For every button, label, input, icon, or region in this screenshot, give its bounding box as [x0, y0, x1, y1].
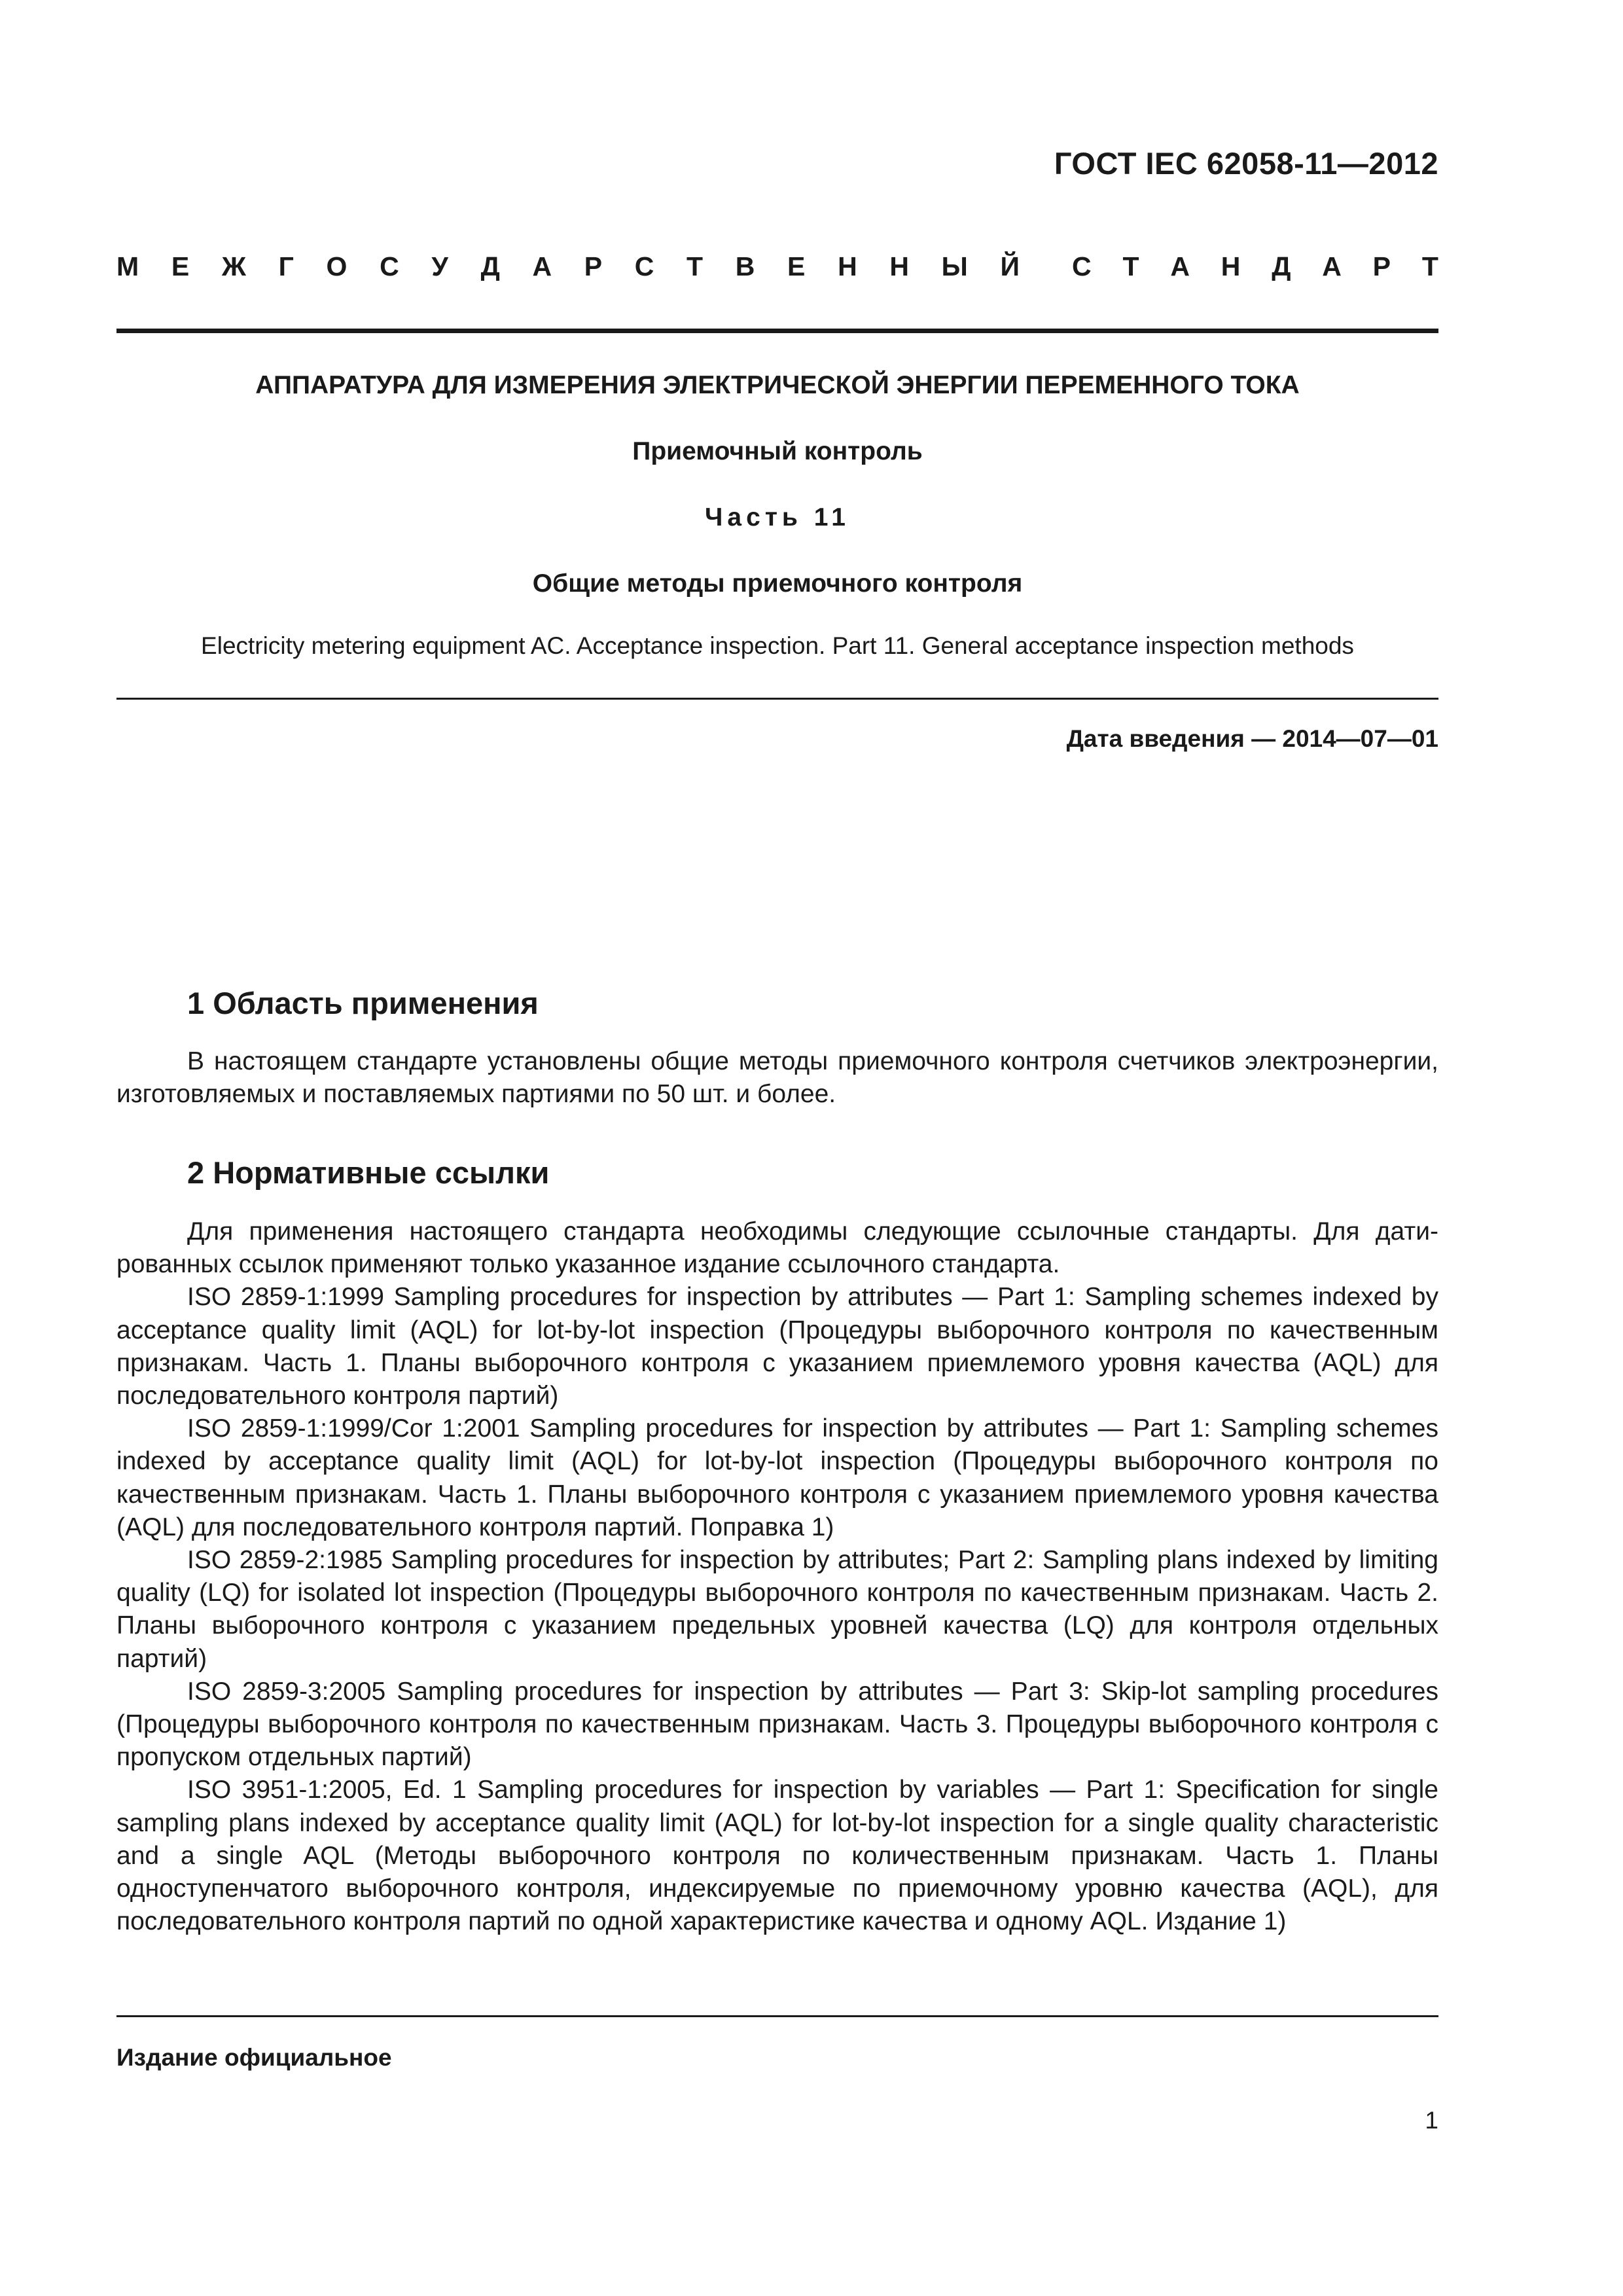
banner-letter: Д: [1272, 251, 1291, 281]
banner-letter: Т: [687, 251, 704, 281]
document-code: ГОСТ IEC 62058-11—2012: [1054, 146, 1438, 181]
banner-letter: С: [1072, 251, 1092, 281]
section-title-normative-references: 2 Нормативные ссылки: [187, 1155, 550, 1190]
reference-item: ISO 3951-1:2005, Ed. 1 Sampling procedures for inspection by variables — Part 1: Specification for single sampling plans indexed by acceptance quality limit (AQL) for lot-by-lot inspection for a single quality characteristic and a single AQL (Методы выборочного контроля по количественным признакам. Часть 1. Планы одноступенчатого выборочного контроля, индексируемые по приемочному уровню качества (AQL), для последовательного контроля партий по одной характеристике качества и одному AQL. Издание 1): [116, 1776, 1438, 1936]
banner-letter: В: [735, 251, 755, 281]
banner-letter: М: [116, 251, 139, 281]
paragraph: Для применения настоящего стандарта необходимы следующие ссылочные стандарты. Для датированных ссылок применяют только указанное издание ссылочного стандарта.: [116, 1217, 1438, 1279]
banner-word-interstate: [116, 251, 1020, 282]
banner-letter: Й: [1000, 251, 1020, 281]
banner-letter: О: [326, 251, 348, 281]
banner-word-standard: [1072, 251, 1438, 282]
edition-label: Издание официальное: [116, 2044, 392, 2071]
banner-letter: А: [532, 251, 552, 281]
banner-letter: Т: [1421, 251, 1438, 281]
banner-letter: Р: [584, 251, 603, 281]
banner-letter: У: [431, 251, 448, 281]
english-title: Electricity metering equipment AC. Acceptance inspection. Part 11. General acceptance inspection methods: [201, 632, 1354, 659]
banner-letter: Е: [171, 251, 190, 281]
banner-letter: Н: [889, 251, 909, 281]
reference-item: ISO 2859-2:1985 Sampling procedures for inspection by attributes; Part 2: Sampling plans indexed by limiting quality (LQ) for isolated lot inspection (Процедуры выборочного контроля по качественным признакам. Часть 2. Планы выборочного контроля с указанием предельных уровней качества (LQ) для контроля отдельных партий): [116, 1546, 1438, 1673]
banner-letter: Н: [838, 251, 857, 281]
banner-letter: Т: [1122, 251, 1139, 281]
document-page: [116, 0, 1438, 2296]
banner-letter: Р: [1372, 251, 1391, 281]
banner-letter: Ж: [221, 251, 246, 281]
reference-item: ISO 2859-1:1999/Cor 1:2001 Sampling procedures for inspection by attributes — Part 1: Sampling schemes indexed by acceptance quality limit (AQL) for lot-by-lot inspection (Процедуры выборочного контроля по качественным признакам. Часть 1. Планы выборочного контроля с указанием приемлемого уровня качества (AQL) для последовательного контроля партий. Поправка 1): [116, 1414, 1438, 1541]
banner-letter: Н: [1221, 251, 1241, 281]
reference-item: ISO 2859-3:2005 Sampling procedures for inspection by attributes — Part 3: Skip-lot sampling procedures (Процедуры выборочного контроля по качественным признакам. Часть 3. Процедуры выборочного контроля с пропуском отдельных партий): [116, 1677, 1438, 1772]
page-number: 1: [1425, 2107, 1438, 2134]
document-subtitle: Приемочный контроль: [632, 437, 923, 465]
title-divider: [116, 698, 1438, 700]
section-body-scope: [116, 1045, 1438, 1111]
interstate-standard-banner: [116, 251, 1438, 282]
paragraph: В настоящем стандарте установлены общие методы приемочного контроля счетчиков электроэнергии, изготовляемых и поставляемых партиями по 50 шт. и более.: [116, 1047, 1438, 1109]
document-part: Часть 11: [705, 503, 850, 531]
banner-letter: С: [380, 251, 399, 281]
banner-letter: А: [1170, 251, 1190, 281]
banner-letter: Г: [278, 251, 294, 281]
introduction-date: Дата введения — 2014—07—01: [1066, 725, 1438, 752]
reference-item: ISO 2859-1:1999 Sampling procedures for inspection by attributes — Part 1: Sampling schemes indexed by acceptance quality limit (AQL) for lot-by-lot inspection (Процедуры выборочного контроля по качественным признакам. Часть 1. Планы выборочного контроля с указанием приемлемого уровня качества (AQL) для последовательного контроля партий): [116, 1283, 1438, 1410]
footer-divider: [116, 2015, 1438, 2017]
section-body-normative-references: [116, 1215, 1438, 1938]
document-title: АППАРАТУРА ДЛЯ ИЗМЕРЕНИЯ ЭЛЕКТРИЧЕСКОЙ ЭНЕРГИИ ПЕРЕМЕННОГО ТОКА: [255, 371, 1300, 399]
banner-letter: Ы: [941, 251, 968, 281]
header-divider: [116, 329, 1438, 333]
banner-letter: С: [634, 251, 654, 281]
banner-letter: Д: [480, 251, 500, 281]
document-part-title: Общие методы приемочного контроля: [532, 569, 1023, 598]
banner-letter: Е: [787, 251, 806, 281]
section-title-scope: 1 Область применения: [187, 986, 539, 1020]
banner-letter: А: [1322, 251, 1342, 281]
